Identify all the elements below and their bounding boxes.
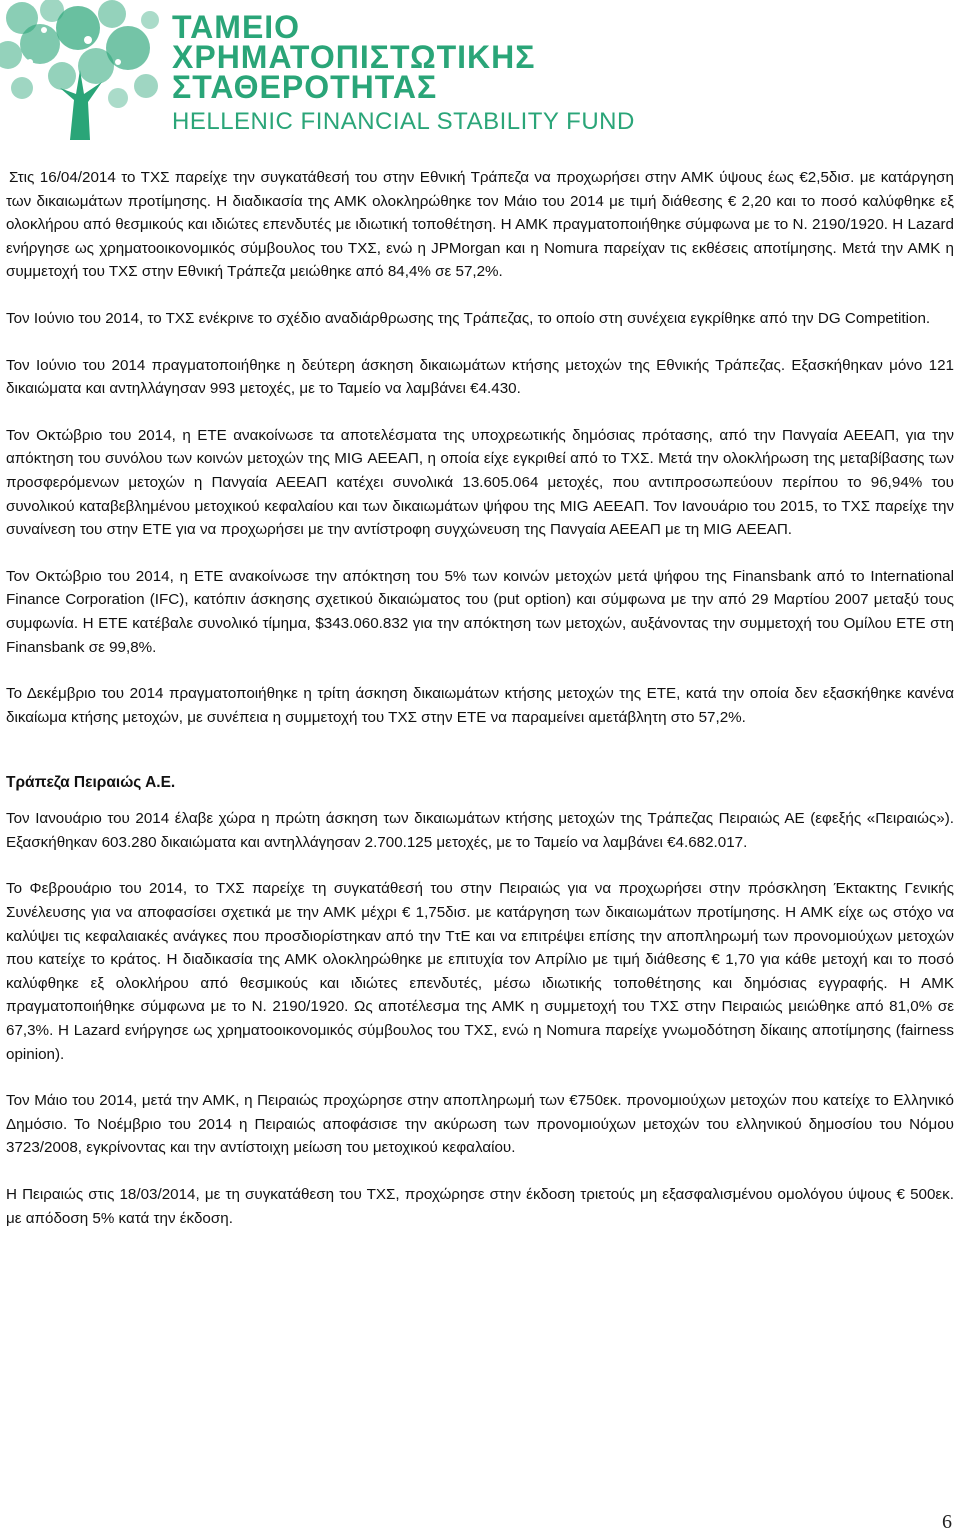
paragraph: Στις 16/04/2014 το ΤΧΣ παρείχε την συγκατάθεσή του στην Εθνική Τράπεζα να προχωρήσει στην ΑΜΚ ύψους έως €2,5δισ. με κατάργηση των δικαιωμάτων προτίμησης. Η διαδικασία της ΑΜΚ ολοκληρώθηκε τον Μάιο του 2014 με τιμή διάθεσης € 2,20 και το ποσό καλύφθηκε εξ ολοκλήρου από θεσμικούς και ιδιώτες επενδυτές με ιδιωτική τοποθέτηση. Η ΑΜΚ πραγματοποιήθηκε σύμφωνα με το Ν. 2190/1920. Η Lazard ενήργησε ως χρηματοοικονομικός σύμβουλος του ΤΧΣ, ενώ η JPMorgan και η Nomura παρείχαν τις εκθέσεις αποτίμησης. Μετά την ΑΜΚ η συμμετοχή του ΤΧΣ στην Εθνική Τράπεζα μειώθηκε από 84,4% σε 57,2%.	[6, 169, 954, 281]
page-number: 6	[942, 1511, 952, 1533]
paragraph: Τον Οκτώβριο του 2014, η ΕΤΕ ανακοίνωσε τα αποτελέσματα της υποχρεωτικής δημόσιας πρότασης, από την Πανγαία ΑΕΕΑΠ, για την απόκτηση του συνόλου των κοινών μετοχών της MIG ΑΕΕΑΠ, η οποία είχε εγκριθεί από το ΤΧΣ. Μετά την ολοκλήρωση της μεταβίβασης των προσφερόμενων μετοχών η Πανγαία ΑΕΕΑΠ κατέχει συνολικά 13.605.064 μετοχές, που αντιπροσωπεύουν περίπου το 96,94% του συνολικού καταβεβλημένου μετοχικού κεφαλαίου και των δικαιωμάτων ψήφου της MIG ΑΕΕΑΠ. Τον Ιανουάριο του 2015, το ΤΧΣ παρείχε την συναίνεση του στην ΕΤΕ για να προχωρήσει με την αντίστροφη συγχώνευση της Πανγαία ΑΕΕΑΠ με τη MIG ΑΕΕΑΠ.	[6, 426, 954, 539]
brand-wordmark	[172, 9, 635, 136]
paragraph: Τον Ιούνιο του 2014, το ΤΧΣ ενέκρινε το σχέδιο αναδιάρθρωσης της Τράπεζας, το οποίο στη συνέχεια εγκρίθηκε από την DG Competition.	[6, 309, 931, 327]
paragraph: Το Φεβρουάριο του 2014, το ΤΧΣ παρείχε τη συγκατάθεσή του στην Πειραιώς για να προχωρήσει στην πρόσκληση Έκτακτης Γενικής Συνέλευσης για να αποφασίσει σχετικά με την ΑΜΚ μέχρι € 1,75δισ. με κατάργηση των δικαιωμάτων προτίμησης. Η ΑΜΚ είχε ως στόχο να καλύψει τις κεφαλαιακές ανάγκες που προσδιορίστηκαν από την ΤτΕ και να επιτρέψει επίσης την αποπληρωμή των προνομιούχων μετοχών που κατείχε το κράτος. Η διαδικασία της ΑΜΚ ολοκληρώθηκε με επιτυχία τον Απρίλιο με τιμή διάθεσης € 1,70 για κάθε μετοχή και το ποσό καλύφθηκε εξ ολοκλήρου από θεσμικούς και ιδιώτες επενδυτές, μέσω ιδιωτικής τοποθέτησης και δημόσιας εγγραφής. Η ΑΜΚ πραγματοποιήθηκε σύμφωνα με το Ν. 2190/1920. Ως αποτέλεσμα της ΑΜΚ η συμμετοχή του ΤΧΣ στην Πειραιώς μειώθηκε από 81,0% σε 67,3%. Η Lazard ενήργησε ως χρηματοοικονομικός σύμβουλος του ΤΧΣ, ενώ η Nomura παρείχε γνωμοδότηση δίκαιης αποτίμησης (fairness opinion).	[6, 880, 954, 1063]
paragraph: Η Πειραιώς στις 18/03/2014, με τη συγκατάθεση του ΤΧΣ, προχώρησε στην έκδοση τριετούς μη εξασφαλισμένου ομολόγου ύψους € 500εκ. με απόδοση 5% κατά την έκδοση.	[6, 1186, 954, 1227]
header	[0, 0, 960, 145]
paragraph: Τον Μάιο του 2014, μετά την ΑΜΚ, η Πειραιώς προχώρησε στην αποπληρωμή των €750εκ. προνομιούχων μετοχών που κατείχε το Ελληνικό Δημόσιο. Το Νοέμβριο του 2014 η Πειραιώς αποφάσισε την ακύρωση των προνομιούχων μετοχών του ελληνικού δημοσίου του Νόμου 3723/2008, εγκρίνοντας και την αντίστοιχη μείωση του μετοχικού κεφαλαίου.	[6, 1092, 954, 1157]
paragraph: Τον Ιανουάριο του 2014 έλαβε χώρα η πρώτη άσκηση των δικαιωμάτων κτήσης μετοχών της Τράπεζας Πειραιώς ΑΕ (εφεξής «Πειραιώς»). Εξασκήθηκαν 603.280 δικαιώματα και αντηλλάγησαν 2.700.125 μετοχές, με το Ταμείο να λαμβάνει €4.682.017.	[6, 810, 954, 851]
logo-title-line2: ΧΡΗΜΑΤΟΠΙΣΤΩΤΙΚΗΣ	[172, 39, 536, 75]
logo-subtitle: HELLENIC FINANCIAL STABILITY FUND	[172, 108, 635, 135]
hfsf-tree-logo-icon	[0, 0, 160, 140]
paragraph: Το Δεκέμβριο του 2014 πραγματοποιήθηκε η τρίτη άσκηση δικαιωμάτων κτήσης μετοχών της ΕΤΕ, κατά την οποία δεν εξασκήθηκε κανένα δικαίωμα κτήσης μετοχών, με συνέπεια η συμμετοχή του ΤΧΣ στην ΕΤΕ να παραμείνει αμετάβλητη στο 57,2%.	[6, 685, 954, 726]
paragraph: Τον Οκτώβριο του 2014, η ΕΤΕ ανακοίνωσε την απόκτηση του 5% των κοινών μετοχών μετά ψήφου της Finansbank από το International Finance Corporation (IFC), κατόπιν άσκησης σχετικού δικαιώματος του (put option) και σύμφωνα με την από 29 Μαρτίου 2007 μεταξύ τους συμφωνία. Η ΕΤΕ κατέβαλε συνολικό τίμημα, $343.060.832 για την απόκτηση των μετοχών, αυξάνοντας την συμμετοχή του Ομίλου ΕΤΕ στη Finansbank σε 99,8%.	[6, 567, 954, 656]
paragraph: Τον Ιούνιο του 2014 πραγματοποιήθηκε η δεύτερη άσκηση δικαιωμάτων κτήσης μετοχών της Εθνικής Τράπεζας. Εξασκήθηκαν μόνο 121 δικαιώματα και αντηλλάγησαν 993 μετοχές, με το Ταμείο να λαμβάνει €4.430.	[6, 356, 954, 398]
document-body	[6, 166, 954, 1253]
logo-title-line1: ΤΑΜΕΙΟ	[172, 9, 301, 45]
logo-title-line3: ΣΤΑΘΕΡΟΤΗΤΑΣ	[172, 69, 438, 105]
section-heading: Τράπεζα Πειραιώς Α.Ε.	[6, 774, 176, 792]
